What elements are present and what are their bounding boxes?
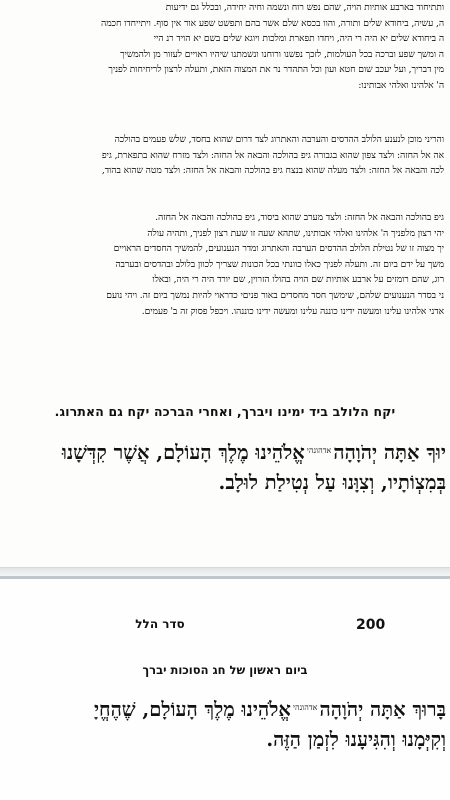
blessing-line	[6, 436, 446, 468]
text-line: ה, עשיה, ביחודא שלים ותורה, והוו בכסא שלם אשר בהם ותפשט שפע אור אין סוף. ויתייחדו חכמה	[101, 17, 444, 29]
text-line: יך מצוה זו של נטילת הלולב ההדסים הערבה והאתרוג ומדר הנענועים, להמשיך החסדים הראויים	[113, 243, 444, 255]
text-line: ני בסדר הנענועים שלהם, שימשך חסד מחסדים באור פניםי כדראוי להיות נמשך ביום זה. ויהי נועם	[106, 289, 444, 301]
text-line: משך על ידם ביום זה. ותעלה לפניך כאלו כוונתי בכל הכונות שצריך לכוון בלולב ובהדסים ובערבה	[115, 258, 444, 270]
lulav-blessing	[6, 436, 446, 498]
page-number: 200	[356, 617, 386, 633]
blessing-line: בְּמִצְוֹתָיו, וְצִוָּנוּ עַל נְטִילַת לוּלָב.	[218, 471, 446, 494]
divine-name-note: אדהונהי	[306, 446, 332, 455]
kavanah-paragraph-1	[8, 0, 444, 94]
text-line: מין דבריך, ועל יעכב שום חטא ועון וכל התהדר נר את המצוה הזאת, ותעלה לרצון לריחיחות לפניך	[108, 64, 444, 76]
text-line: ותתיחוד בארבע אותיות הויה, שהם נפש רוח ונשמה וחיה יחידה, ובכלל גם ידיעות	[165, 2, 444, 13]
divine-name-note: אדהונהי	[292, 703, 318, 712]
text-line: אה אל החזה: ולצד צפון שהוא בגבורה גיפ בהולכה והבאה אל החזה: ולצד מזרח שהוא בתפארת, גיפ	[101, 149, 444, 161]
blessing-continuation: אֱלֹהֵינוּ מֶלֶךְ הָעוֹלָם, שֶׁהֶחֱיָ	[93, 698, 291, 721]
shehecheyanu-instruction: ביום ראשון של חג הסוכות יברך	[142, 663, 308, 677]
shehecheyanu-blessing	[6, 693, 446, 755]
blessing-opening: בָּרוּךְ אַתָּה יְהֹוָהָה	[319, 698, 446, 721]
kavanah-paragraph-2	[8, 132, 444, 179]
text-line: ה ביחודא שלים יא היה רי היה, ויחדו תפארת ומלכות ויוגא שלים בשם יא הויד רנ היי	[153, 33, 444, 45]
blessing-opening: יוּךָ אַתָּה יְהֹוָהָה	[333, 441, 446, 464]
text-line: ה ומשך שפע וברכה בכל העולמות, לזכך נפשנו ורוחנו ונשמתנו שיהיו ראויים לעזור מן ולהמשיך	[120, 48, 444, 60]
text-line: גיפ בהולכה והבאה אל החזה: ולצד מערב שהוא ביסוד, גיפ בהולכה והבאה אל החזה.	[155, 212, 444, 223]
text-line: יהי רצון מלפניך ה' אלהינו ואלהי אבותינו, שתהא שעה זו שעת רצון לפניך, ותהיה עולה	[147, 227, 444, 239]
running-head	[0, 617, 450, 637]
text-line: אדני אלהינו עלינו ומעשה ידינו כוננה עלינו ומעשה ידינו כוננהו. ויכפל פסוק זה ב' פעמים.	[141, 305, 444, 317]
text-line: לכה והבאה אל החזה: ולצד מעלה שהוא בנצח גיפ בהולכה והבאה אל החזה: ולצד מטה שהוא בהוד,	[101, 165, 444, 177]
blessing-line	[6, 693, 446, 725]
lower-page-scan	[0, 576, 450, 800]
kavanah-paragraph-3	[8, 210, 444, 319]
text-line: ה' אלהינו ואלהי אבותינו:	[358, 79, 444, 91]
page-separator	[0, 568, 450, 576]
page-heading: סדר הלל	[135, 617, 185, 631]
lulav-instruction: יקח הלולב ביד ימינו ויברך, ואחרי הברכה יקח גם האתרוג.	[54, 404, 396, 419]
text-line: רוג, שהם רומזים על ארבע אותיות שם הויה בהולו הזרוין, שם יורד היה רי היה, ובאלו	[152, 274, 444, 286]
text-line: והריני מוכן לנענע הלולב ההדסים והערבה והאתרוג לצד דרום שהוא בחסד, שלש פעמים בהולכה	[114, 134, 444, 145]
blessing-continuation: אֱלֹהֵינוּ מֶלֶךְ הָעוֹלָם, אֲשֶׁר קִדְּשָׁנוּ	[61, 441, 305, 464]
blessing-line: וְקִיְּמָנוּ וְהִגִּיעָנוּ לִזְמַן הַזֶּה.	[266, 728, 446, 751]
